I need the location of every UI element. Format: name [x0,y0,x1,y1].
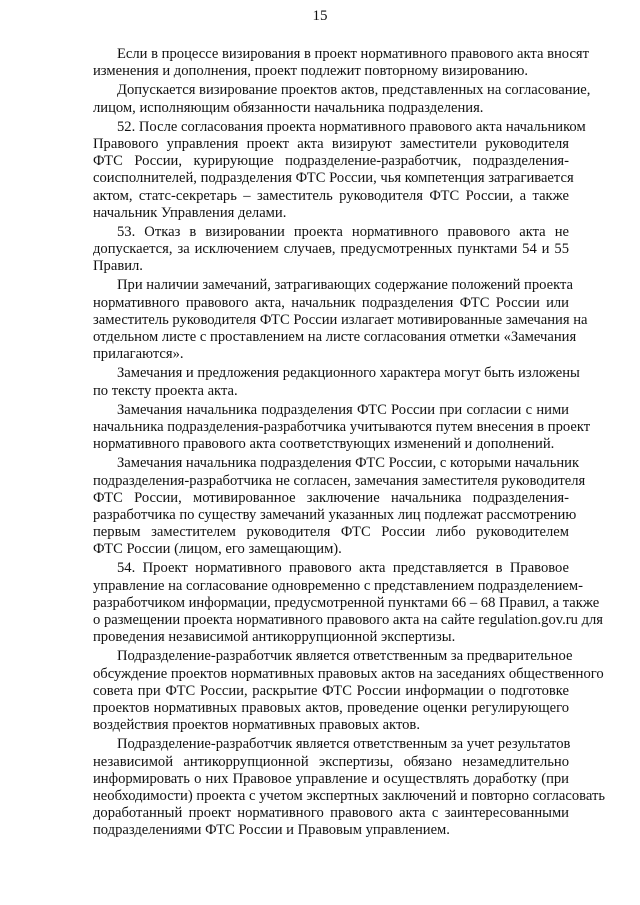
text-line: разработчиком информации, предусмотренной пунктами 66 – 68 Правил, а также [93,594,600,611]
text-line: изменения и дополнения, проект подлежит повторному визированию. [93,63,529,80]
text-line: прилагаются». [93,346,184,363]
text-line: лицом, исполняющим обязанности начальника подразделения. [93,99,484,116]
paragraph [93,455,586,558]
text-line: управление на согласование одновременно с представлением подразделением- [93,577,583,594]
paragraph [93,401,591,454]
paragraph [93,277,588,363]
text-line: Подразделение-разработчик является ответственным за учет результатов [117,736,571,753]
text-line: первым заместителем руководителя ФТС России либо руководителем [93,524,569,541]
text-line: подразделения-разработчика не согласен, замечания заместителя руководителя [93,472,586,489]
text-line: необходимости) проекта с учетом экспертных заключений и повторно согласовать [93,787,606,804]
paragraph [93,224,569,276]
text-line: Замечания начальника подразделения ФТС России при согласии с ними [117,401,569,418]
text-line: Правового управления проект акта визируют заместители руководителя [93,135,569,152]
paragraph [93,560,603,646]
text-line: ФТС России, мотивированное заключение начальника подразделения- [93,489,569,506]
text-line: заместитель руководителя ФТС России излагает мотивированные замечания на [93,311,588,328]
text-line: начальник Управления делами. [93,204,287,221]
paragraph [93,46,590,80]
paragraph [93,648,604,734]
text-line: независимой антикоррупционной экспертизы, обязано незамедлительно [93,753,569,770]
text-line: ФТС России (лицом, его замещающим). [93,541,342,558]
text-line: Замечания начальника подразделения ФТС России, с которыми начальник [117,455,580,472]
text-line: Подразделение-разработчик является ответственным за предварительное [117,648,573,665]
text-line: совета при ФТС России, раскрытие ФТС России информации о подготовке [93,682,569,699]
document-body [93,46,606,841]
page-number: 15 [312,8,328,24]
text-line: проектов нормативных правовых актов, проведение оценки регулирующего [93,699,569,716]
paragraph [93,82,591,116]
paragraph [93,736,606,839]
text-line: начальника подразделения-разработчика учитываются путем внесения в проект [93,418,591,435]
text-line: Если в процессе визирования в проект нормативного правового акта вносят [117,46,590,62]
text-line: о размещении проекта нормативного правового акта на сайте regulation.gov.ru для [93,612,603,628]
text-line: Правил. [93,258,143,275]
text-line: допускается, за исключением случаев, предусмотренных пунктами 54 и 55 [93,241,569,258]
paragraph [93,365,580,399]
text-line: При наличии замечаний, затрагивающих содержание положений проекта [117,277,574,294]
text-line: ФТС России, курирующие подразделение-разработчик, подразделения- [93,153,569,170]
paragraph [93,118,586,222]
text-line: 52. После согласования проекта нормативного правового акта начальником [117,118,586,135]
text-line: соисполнителей, подразделения ФТС России, чья компетенция затрагивается [93,170,574,187]
text-line: Допускается визирование проектов актов, представленных на согласование, [117,82,591,99]
text-line: 53. Отказ в визировании проекта нормативного правового акта не [117,223,569,240]
text-line: информировать о них Правовое управление и осуществлять доработку (при [93,770,569,787]
text-line: отдельном листе с проставлением на листе согласования отметки «Замечания [93,329,577,345]
text-line: обсуждение проектов нормативных правовых актов на заседаниях общественного [93,665,604,682]
text-line: доработанный проект нормативного правового акта с заинтересованными [93,805,569,822]
text-line: разработчика по существу замечаний указанных лиц подлежат рассмотрению [93,506,577,523]
text-line: 54. Проект нормативного правового акта представляется в Правовое [117,560,569,577]
text-line: актом, статс-секретарь – заместитель руководителя ФТС России, а также [93,187,569,204]
text-line: проведения независимой антикоррупционной экспертизы. [93,629,456,646]
text-line: нормативного правового акта соответствующих изменений и дополнений. [93,436,555,453]
text-line: нормативного правового акта, начальник подразделения ФТС России или [93,294,569,311]
text-line: воздействия проектов нормативных правовых актов. [93,717,420,734]
text-line: по тексту проекта акта. [93,382,238,399]
text-line: подразделениями ФТС России и Правовым управлением. [93,822,450,839]
text-line: Замечания и предложения редакционного характера могут быть изложены [117,365,580,382]
